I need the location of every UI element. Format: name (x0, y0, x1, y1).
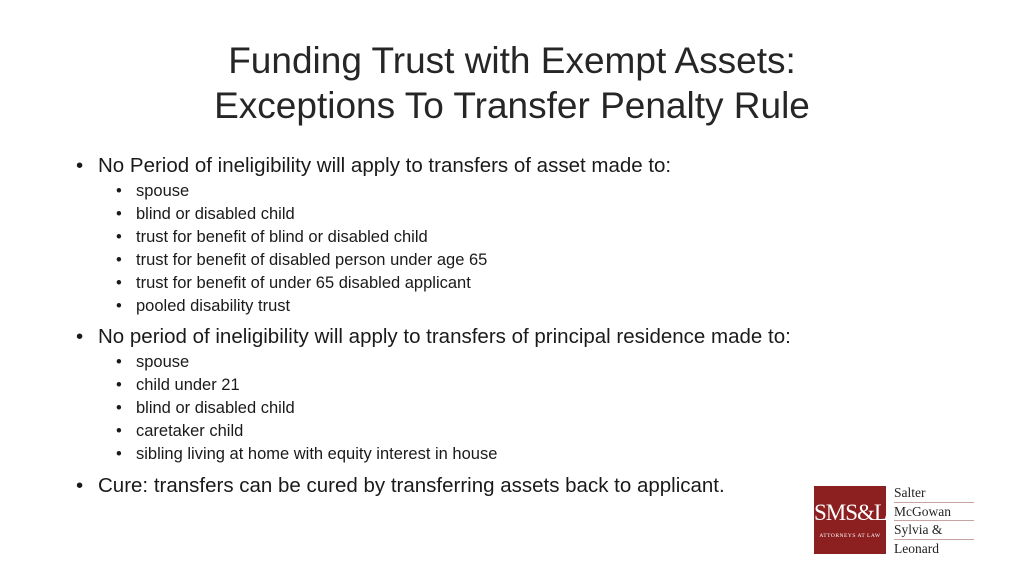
logo-monogram: SMS&L (814, 500, 887, 525)
slide-title-line-2: Exceptions To Transfer Penalty Rule (214, 85, 810, 126)
bullet-icon: • (116, 274, 122, 292)
logo-mark-box (814, 486, 886, 554)
logo-name: Sylvia & (894, 521, 974, 540)
bullet-icon: • (116, 228, 122, 246)
slide-title (0, 38, 1024, 128)
bullet-icon: • (116, 422, 122, 440)
logo-firm-names (894, 484, 974, 557)
firm-logo (814, 486, 974, 554)
logo-name: McGowan (894, 503, 974, 522)
bullet-icon: • (76, 154, 84, 177)
bullet-text: No period of ineligibility will apply to transfers of principal residence made to: (98, 325, 791, 348)
sub-bullet-text: blind or disabled child (136, 205, 295, 223)
bullet-icon: • (76, 325, 84, 348)
bullet-icon: • (116, 297, 122, 315)
bullet-icon: • (116, 353, 122, 371)
sub-bullet-text: pooled disability trust (136, 297, 291, 315)
sub-bullet-text: spouse (136, 353, 190, 371)
sub-bullet-text: trust for benefit of disabled person under age 65 (136, 251, 488, 269)
logo-tagline: ATTORNEYS AT LAW (819, 533, 881, 539)
sub-bullet-text: spouse (136, 182, 190, 200)
logo-name: Salter (894, 484, 974, 503)
sub-bullet-text: trust for benefit of blind or disabled child (136, 228, 428, 246)
logo-name: Leonard (894, 540, 939, 556)
sub-bullet-text: trust for benefit of under 65 disabled applicant (136, 274, 471, 292)
bullet-icon: • (116, 182, 122, 200)
bullet-icon: • (116, 445, 122, 463)
sub-bullet-text: caretaker child (136, 422, 244, 440)
slide-title-line-1: Funding Trust with Exempt Assets: (228, 40, 796, 81)
bullet-icon: • (116, 205, 122, 223)
bullet-icon: • (76, 474, 84, 497)
bullet-text: No Period of ineligibility will apply to transfers of asset made to: (98, 154, 672, 177)
bullet-icon: • (116, 376, 122, 394)
sub-bullet-text: blind or disabled child (136, 399, 295, 417)
sub-bullet-text: sibling living at home with equity interest in house (136, 445, 498, 463)
bullet-icon: • (116, 251, 122, 269)
bullet-icon: • (116, 399, 122, 417)
sub-bullet-text: child under 21 (136, 376, 240, 394)
bullet-text: Cure: transfers can be cured by transferring assets back to applicant. (98, 474, 725, 497)
